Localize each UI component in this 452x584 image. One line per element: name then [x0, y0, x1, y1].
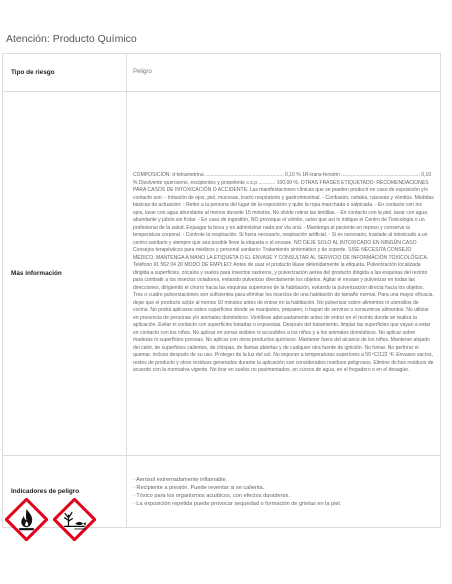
table-row: [3, 54, 441, 92]
flame-pictogram-icon: [5, 498, 48, 541]
row-value-indicadores-de-peligro: [127, 456, 441, 528]
product-info-table: [2, 53, 441, 528]
hazard-statement: · La exposición repetida puede provocar sequedad o formación de grietas en la piel.: [133, 500, 342, 507]
hazard-statement: · Recipiente a presión. Puede reventar si se calienta.: [133, 484, 265, 491]
hazard-statement: · Aerosol extremadamente inflamable.: [133, 476, 228, 483]
hazard-statement: · Tóxico para los organismos acuáticos, con efectos duraderos.: [133, 492, 290, 499]
page-title: Atención: Producto Químico: [6, 33, 137, 45]
row-label-tipo-de-riesgo: Tipo de riesgo: [3, 54, 127, 92]
row-value-mas-informacion: COMPOSICION: d-tetrametrina ........................................................ 0,10 % 1R-trans-fenotrin ........................................................ 0,10 % Disolvente queroseno, excipientes y propelente c.s.p ............ 100,00 %. OTRAS FRASES ETIQUETADO: RECOMENDACIONES PARA CASOS DE INTOXICACIÓN O ACCIDENTE: Las manifestaciones clínicas que se pueden producir en caso de exposición y/o contacto son: - Irritación de ojos, piel, mucosas, tracto respiratorio y gastrointestinal. - Confusión, cefalea, náuseas y vómitos. Medidas básicas de actuación: - Retire a la persona del lugar de la exposición y quite la ropa manchada o salpicada. - En contacto con los ojos, lavar con agua abundante al menos durante 15 minutos. No olvide retirar las lentillas. - En contacto con la piel, lavar con agua abundante y jabón sin frotar. - En caso de ingestión, NO provoque el vómito, salvo que así lo indique el Centro de Toxicología o un profesional de la salud. Enjuagar la boca y no administrar nada por vía oral. - Mantenga al paciente en reposo y conserve la temperatura corporal. - Controle la respiración. Si fuera necesario, respiración artificial. - Si es necesario, traslade al intoxicado a un centro sanitario y siempre que sea posible lleve la etiqueta o el envase. NO DEJE SOLO AL INTOXICADO EN NINGÚN CASO Consejos terapéuticos para médicos y personal sanitario: Tratamiento sintomático y de soporte. SISE NECESITA CONSEJO MÉDICO, MANTENGA A MANO LA ETIQUETA O EL ENVASE Y CONSULTAR AL SERVICIO DE INFORMACIÓN TOXICOLÓGICA. Teléfono 91 562 04 20 MODO DE EMPLEO: Antes de usar el producto léase detenidamente la etiqueta. Pulverización localizada dirigida a superficies, zócalos y suelos para insectos rastreros, y pulverización aérea del producto dirigida a las esquinas del recinto para combatir a los insectos voladores, evitando pulverizar directamente los objetos. Agitar el envase y pulverizar en todas las direcciones, dirigiendo el chorro hacia las esquinas superiores de la habitación, evitando la pulverización directa hacia los objetos. Tres o cuatro pulverizaciones son suficientes para eliminar los insectos de una habitación de tamaño normal. Para una mayor eficacia, dejar que el producto actúe al menos 10 minutos antes de entrar en la habitación. No pulverizar sobre alimentos ni utensilios de cocina. No podrá aplicarse sobre superficies donde se manipulen, preparen, o hayan de servirse o consumirse alimentos. No utilizar en presencia de personas y/o animales domésticos. Ventílese adecuadamente antes de entrar en el recinto donde se realiza la aplicación. Evitar el contacto con superficies tratadas o expuestas. Después del tratamiento, limpiar las superficies que vayan a estar en contacto con los niños. No aplicar en zonas visibles ni accesibles a los niños y a los animales domésticos. No aplicar sobre maderas ni superficies porosas. No aplicar con otros productos químicos. Mantener fuera del alcance de los niños. Mantener alejado del calor, de superficies calientes, de chispas, de llamas abiertas y de cualquier otra fuente de ignición. No fumar. No perforar ni quemar, incluso después de su uso. Proteger de la luz del sol. No exponer a temperaturas superiores a 50 ºC/122 ºF. Envases vacíos, restos de producto y otros residuos generados durante la aplicación son considerados residuos peligrosos. Elimine dichos residuos de acuerdo con la normativa vigente. No tirar en suelos no pavimentados, en cursos de agua, en el fregadero o en el desagüe.: [127, 92, 441, 456]
table-row: [3, 92, 441, 456]
row-value-tipo-de-riesgo: Peligro: [127, 54, 441, 92]
row-label-indicadores-de-peligro: Indicadores de peligro: [3, 456, 127, 528]
environment-pictogram-icon: [53, 498, 96, 541]
row-label-mas-informacion: Más información: [3, 92, 127, 456]
